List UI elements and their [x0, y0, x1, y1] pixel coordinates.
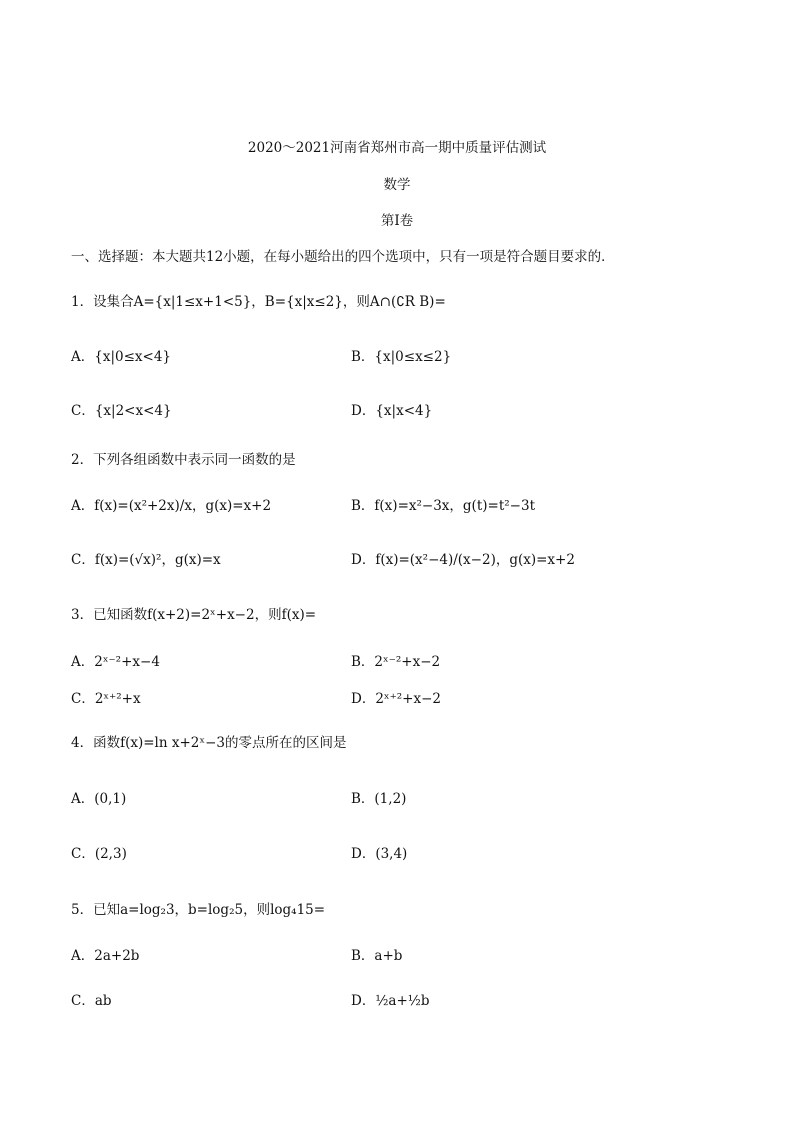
question-4-option-a: A．(0,1): [71, 791, 127, 807]
section-heading: 一、选择题：本大题共12小题，在每小题给出的四个选项中，只有一项是符合题目要求的．: [71, 249, 615, 265]
question-2-option-a: A．f(x)=(x²+2x)/x，g(x)=x+2: [71, 498, 272, 514]
question-2-option-b: B．f(x)=x²−3x，g(t)=t²−3t: [351, 498, 535, 514]
question-1-option-a: A．{x|0≤x<4}: [71, 349, 172, 365]
question-5-option-a: A．2a+2b: [71, 948, 140, 964]
volume-title: 第Ⅰ卷: [380, 213, 414, 229]
question-3-option-c: C．2ˣ⁺²+x: [71, 691, 141, 707]
question-1-stem: 1．设集合A={x|1≤x+1<5}，B={x|x≤2}，则A∩(∁R B)=: [71, 294, 446, 310]
exam-title: 2020～2021河南省郑州市高一期中质量评估测试: [247, 140, 547, 156]
question-4-option-b: B．(1,2): [351, 791, 407, 807]
question-2-option-d: D．f(x)=(x²−4)/(x−2)，g(x)=x+2: [351, 552, 575, 568]
question-4-option-d: D．(3,4): [351, 846, 408, 862]
question-2-stem: 2．下列各组函数中表示同一函数的是: [71, 452, 296, 468]
question-4-stem: 4．函数f(x)=ln x+2ˣ−3的零点所在的区间是: [71, 735, 347, 751]
subject-title: 数学: [383, 177, 411, 193]
question-3-stem: 3．已知函数f(x+2)=2ˣ+x−2，则f(x)=: [71, 607, 317, 623]
question-4-option-c: C．(2,3): [71, 846, 127, 862]
question-3-option-d: D．2ˣ⁺²+x−2: [351, 691, 441, 707]
question-2-option-c: C．f(x)=(√x)²，g(x)=x: [71, 552, 221, 568]
question-3-option-a: A．2ˣ⁻²+x−4: [71, 654, 160, 670]
question-3-option-b: B．2ˣ⁻²+x−2: [351, 654, 441, 670]
question-5-option-d: D．½a+½b: [351, 993, 430, 1009]
question-5-option-c: C．ab: [71, 993, 112, 1009]
question-1-option-d: D．{x|x<4}: [351, 403, 433, 419]
question-1-option-c: C．{x|2<x<4}: [71, 403, 172, 419]
question-5-option-b: B．a+b: [351, 948, 403, 964]
question-5-stem: 5．已知a=log₂3，b=log₂5，则log₄15=: [71, 902, 326, 918]
question-1-option-b: B．{x|0≤x≤2}: [351, 349, 452, 365]
